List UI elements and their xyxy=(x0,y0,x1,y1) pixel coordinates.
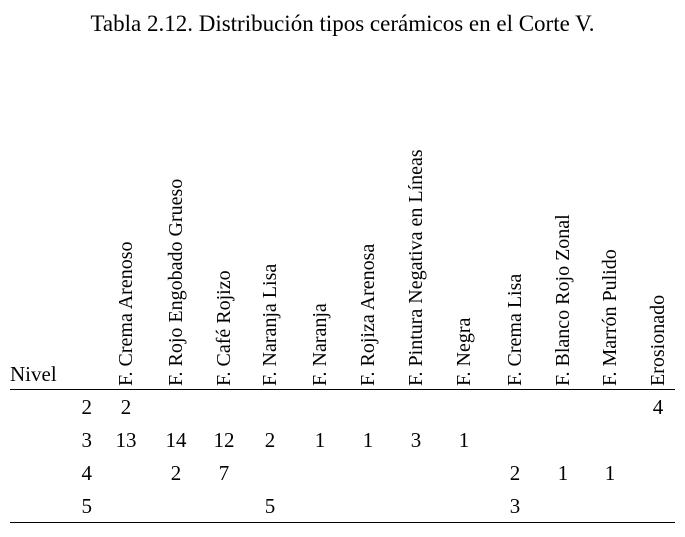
nivel-cell: 4 xyxy=(81,461,92,485)
column-header: F. Naranja xyxy=(309,303,331,386)
bottom-rule xyxy=(10,522,675,523)
column-header: F. Rojo Engobado Grueso xyxy=(165,178,187,386)
table-cell: 2 xyxy=(170,461,182,485)
nivel-cell: 3 xyxy=(81,428,92,452)
table-cell: 1 xyxy=(314,428,326,452)
nivel-cell: 2 xyxy=(81,395,92,419)
table-cell: 2 xyxy=(264,428,276,452)
table-cell: 1 xyxy=(458,428,470,452)
table-cell: 2 xyxy=(509,461,521,485)
table-cell: 13 xyxy=(115,428,137,452)
column-header: F. Naranja Lisa xyxy=(259,263,281,386)
column-header: F. Crema Lisa xyxy=(504,273,526,386)
nivel-cell: 5 xyxy=(81,494,92,518)
column-header: F. Rojiza Arenosa xyxy=(357,243,379,386)
table-cell: 12 xyxy=(213,428,235,452)
table-cell: 3 xyxy=(509,494,521,518)
row-header-nivel: Nivel xyxy=(10,362,57,386)
table-cell: 4 xyxy=(652,395,664,419)
header-rule xyxy=(10,389,675,390)
table-title: Tabla 2.12. Distribución tipos cerámicos en el Corte V. xyxy=(90,11,595,36)
table-cell: 3 xyxy=(410,428,422,452)
column-header: F. Crema Arenoso xyxy=(115,241,137,386)
table-cell: 1 xyxy=(604,461,616,485)
table-cell: 2 xyxy=(120,395,132,419)
table-cell: 1 xyxy=(362,428,374,452)
column-header: F. Pintura Negativa en Líneas xyxy=(405,149,427,386)
column-header: F. Blanco Rojo Zonal xyxy=(552,214,574,386)
column-header: F. Marrón Pulido xyxy=(599,249,621,386)
column-header: F. Negra xyxy=(453,317,475,386)
table-cell: 1 xyxy=(557,461,569,485)
table-cell: 5 xyxy=(264,494,276,518)
table-cell: 14 xyxy=(165,428,187,452)
column-header: F. Café Rojizo xyxy=(213,270,235,386)
column-header: Erosionado xyxy=(647,294,669,386)
table-cell: 7 xyxy=(218,461,230,485)
